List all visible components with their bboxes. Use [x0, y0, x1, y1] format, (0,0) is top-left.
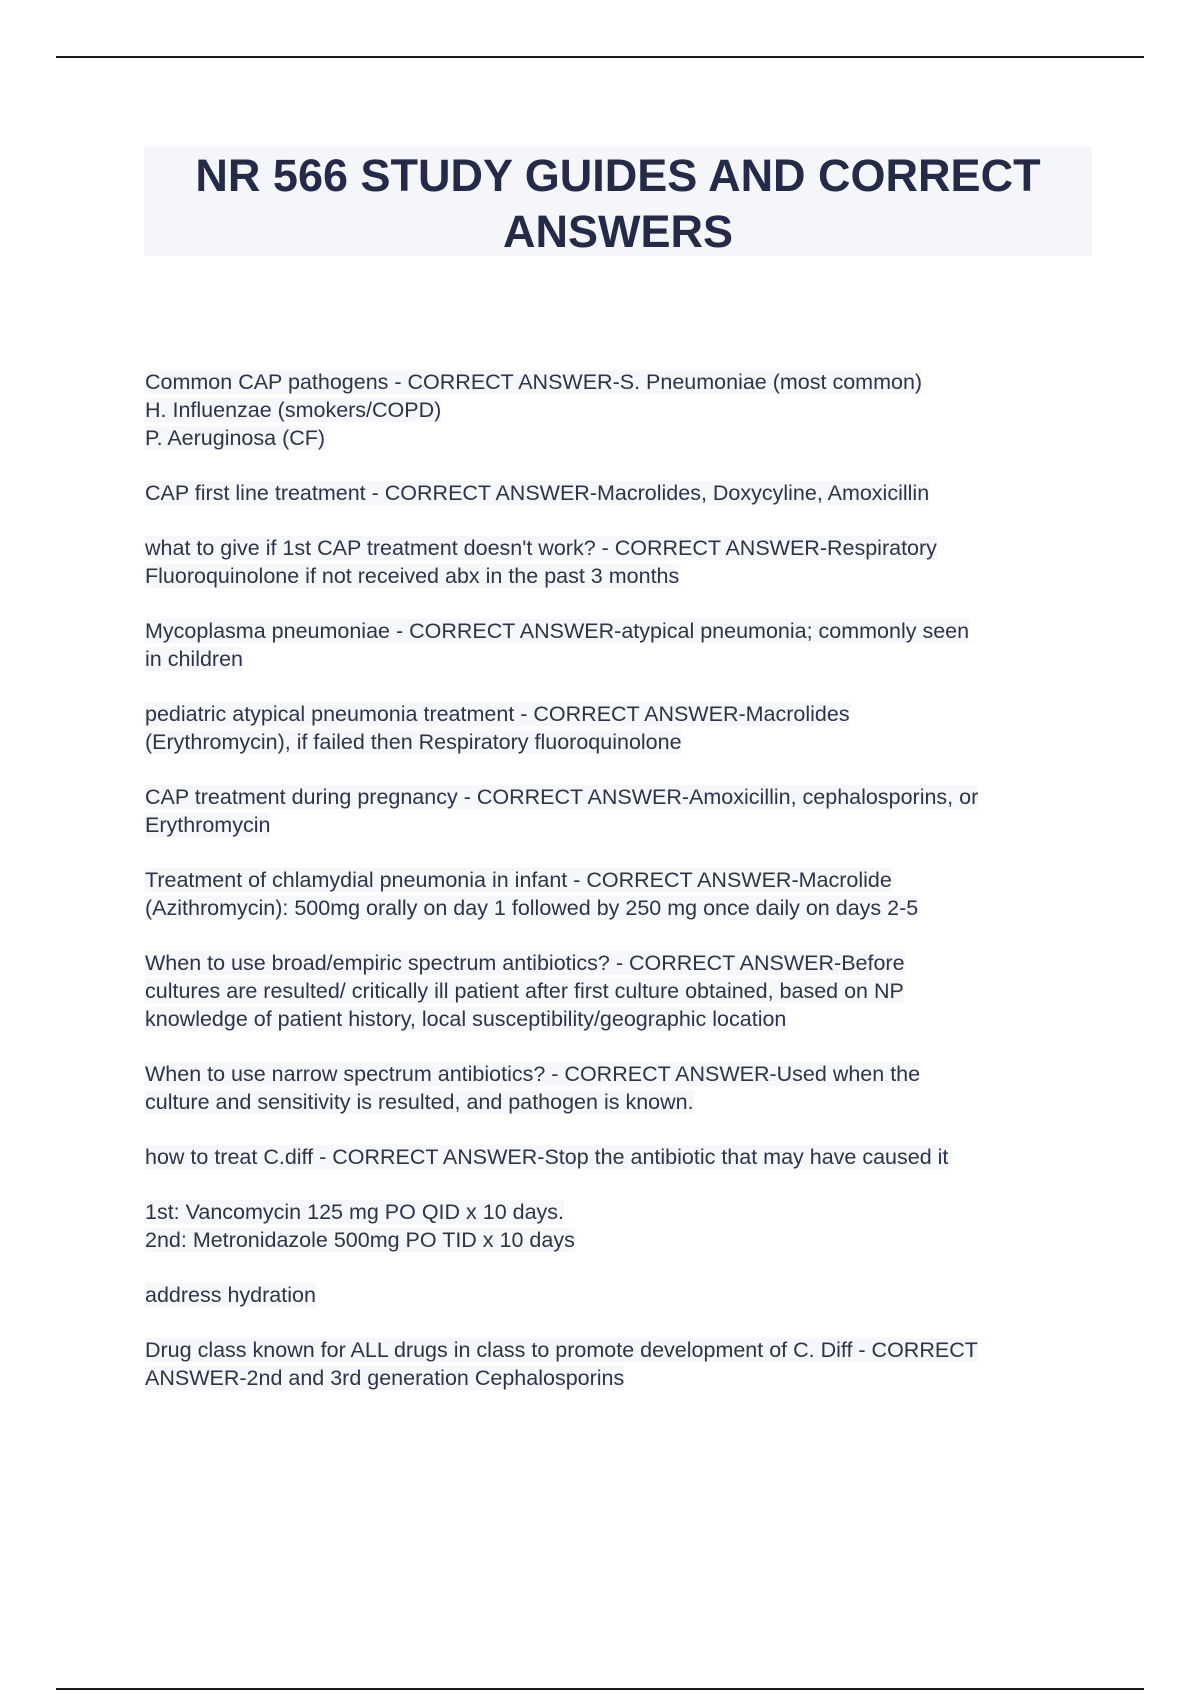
qa-entry-line-text: (Erythromycin), if failed then Respiratory fluoroquinolone: [145, 730, 682, 754]
qa-entry-line-text: culture and sensitivity is resulted, and pathogen is known.: [145, 1090, 694, 1114]
title-line-2: ANSWERS: [502, 206, 733, 257]
qa-entry-line-text: pediatric atypical pneumonia treatment - CORRECT ANSWER-Macrolides: [145, 702, 850, 726]
qa-entry-line-text: how to treat C.diff - CORRECT ANSWER-Stop the antibiotic that may have caused it: [145, 1145, 949, 1169]
qa-entry-line-text: CAP first line treatment - CORRECT ANSWER-Macrolides, Doxycyline, Amoxicillin: [145, 481, 930, 505]
qa-entry: [145, 479, 1105, 507]
qa-entry: [145, 1336, 1105, 1392]
qa-entry-line: [145, 645, 1105, 673]
qa-entry: [145, 534, 1105, 590]
qa-entry-line-text: knowledge of patient history, local susceptibility/geographic location: [145, 1007, 787, 1031]
qa-entry-line: [145, 1198, 1105, 1226]
qa-entry-line-text: Erythromycin: [145, 813, 271, 837]
qa-entry: [145, 866, 1105, 922]
title-banner: [144, 146, 1092, 256]
qa-entry-line-text: address hydration: [145, 1283, 316, 1307]
qa-entry-line: [145, 1281, 1105, 1309]
qa-entry-line: [145, 977, 1105, 1005]
qa-entry-line-text: When to use broad/empiric spectrum antibiotics? - CORRECT ANSWER-Before: [145, 951, 905, 975]
qa-entry-line: [145, 949, 1105, 977]
qa-entry: [145, 368, 1105, 452]
qa-entry-line: [145, 617, 1105, 645]
qa-entry-line: [145, 1088, 1105, 1116]
qa-entry-line: [145, 1143, 1105, 1171]
qa-entry: [145, 1143, 1105, 1171]
top-rule: [56, 56, 1144, 58]
page-title: [144, 146, 1092, 260]
qa-entry-line: [145, 728, 1105, 756]
bottom-rule: [56, 1688, 1144, 1690]
qa-entry-line: [145, 1226, 1105, 1254]
qa-entry-line-text: Drug class known for ALL drugs in class to promote development of C. Diff - CORRECT: [145, 1338, 978, 1362]
qa-entry-line-text: (Azithromycin): 500mg orally on day 1 followed by 250 mg once daily on days 2-5: [145, 896, 919, 920]
qa-entry-line: [145, 368, 1105, 396]
qa-entry: [145, 1198, 1105, 1254]
qa-entry-line-text: Mycoplasma pneumoniae - CORRECT ANSWER-atypical pneumonia; commonly seen: [145, 619, 970, 643]
qa-entry: [145, 700, 1105, 756]
qa-entry-line: [145, 396, 1105, 424]
qa-entry-line-text: Fluoroquinolone if not received abx in the past 3 months: [145, 564, 680, 588]
qa-entry-line-text: what to give if 1st CAP treatment doesn't work? - CORRECT ANSWER-Respiratory: [145, 536, 937, 560]
qa-entry-line: [145, 894, 1105, 922]
qa-entry-line: [145, 562, 1105, 590]
qa-entry-line-text: H. Influenzae (smokers/COPD): [145, 398, 442, 422]
qa-entry-line-text: cultures are resulted/ critically ill patient after first culture obtained, based on NP: [145, 979, 904, 1003]
qa-entry-line-text: Treatment of chlamydial pneumonia in infant - CORRECT ANSWER-Macrolide: [145, 868, 892, 892]
qa-entry-line-text: Common CAP pathogens - CORRECT ANSWER-S. Pneumoniae (most common): [145, 370, 923, 394]
qa-entry-line-text: 2nd: Metronidazole 500mg PO TID x 10 days: [145, 1228, 575, 1252]
qa-entry-line: [145, 1060, 1105, 1088]
qa-entry: [145, 1281, 1105, 1309]
qa-entry: [145, 949, 1105, 1033]
qa-entry: [145, 783, 1105, 839]
study-guide-body: [145, 368, 1105, 1419]
qa-entry-line: [145, 1336, 1105, 1364]
qa-entry-line: [145, 479, 1105, 507]
qa-entry-line: [145, 534, 1105, 562]
qa-entry-line: [145, 866, 1105, 894]
qa-entry-line-text: P. Aeruginosa (CF): [145, 426, 326, 450]
qa-entry-line: [145, 783, 1105, 811]
qa-entry-line-text: CAP treatment during pregnancy - CORRECT ANSWER-Amoxicillin, cephalosporins, or: [145, 785, 979, 809]
title-line-1: NR 566 STUDY GUIDES AND CORRECT: [195, 150, 1041, 201]
qa-entry-line-text: 1st: Vancomycin 125 mg PO QID x 10 days.: [145, 1200, 565, 1224]
qa-entry: [145, 617, 1105, 673]
qa-entry-line-text: in children: [145, 647, 243, 671]
qa-entry-line: [145, 1005, 1105, 1033]
qa-entry-line-text: When to use narrow spectrum antibiotics? - CORRECT ANSWER-Used when the: [145, 1062, 921, 1086]
qa-entry-line: [145, 1364, 1105, 1392]
qa-entry-line: [145, 424, 1105, 452]
qa-entry-line: [145, 811, 1105, 839]
qa-entry-line-text: ANSWER-2nd and 3rd generation Cephalosporins: [145, 1366, 625, 1390]
qa-entry: [145, 1060, 1105, 1116]
qa-entry-line: [145, 700, 1105, 728]
